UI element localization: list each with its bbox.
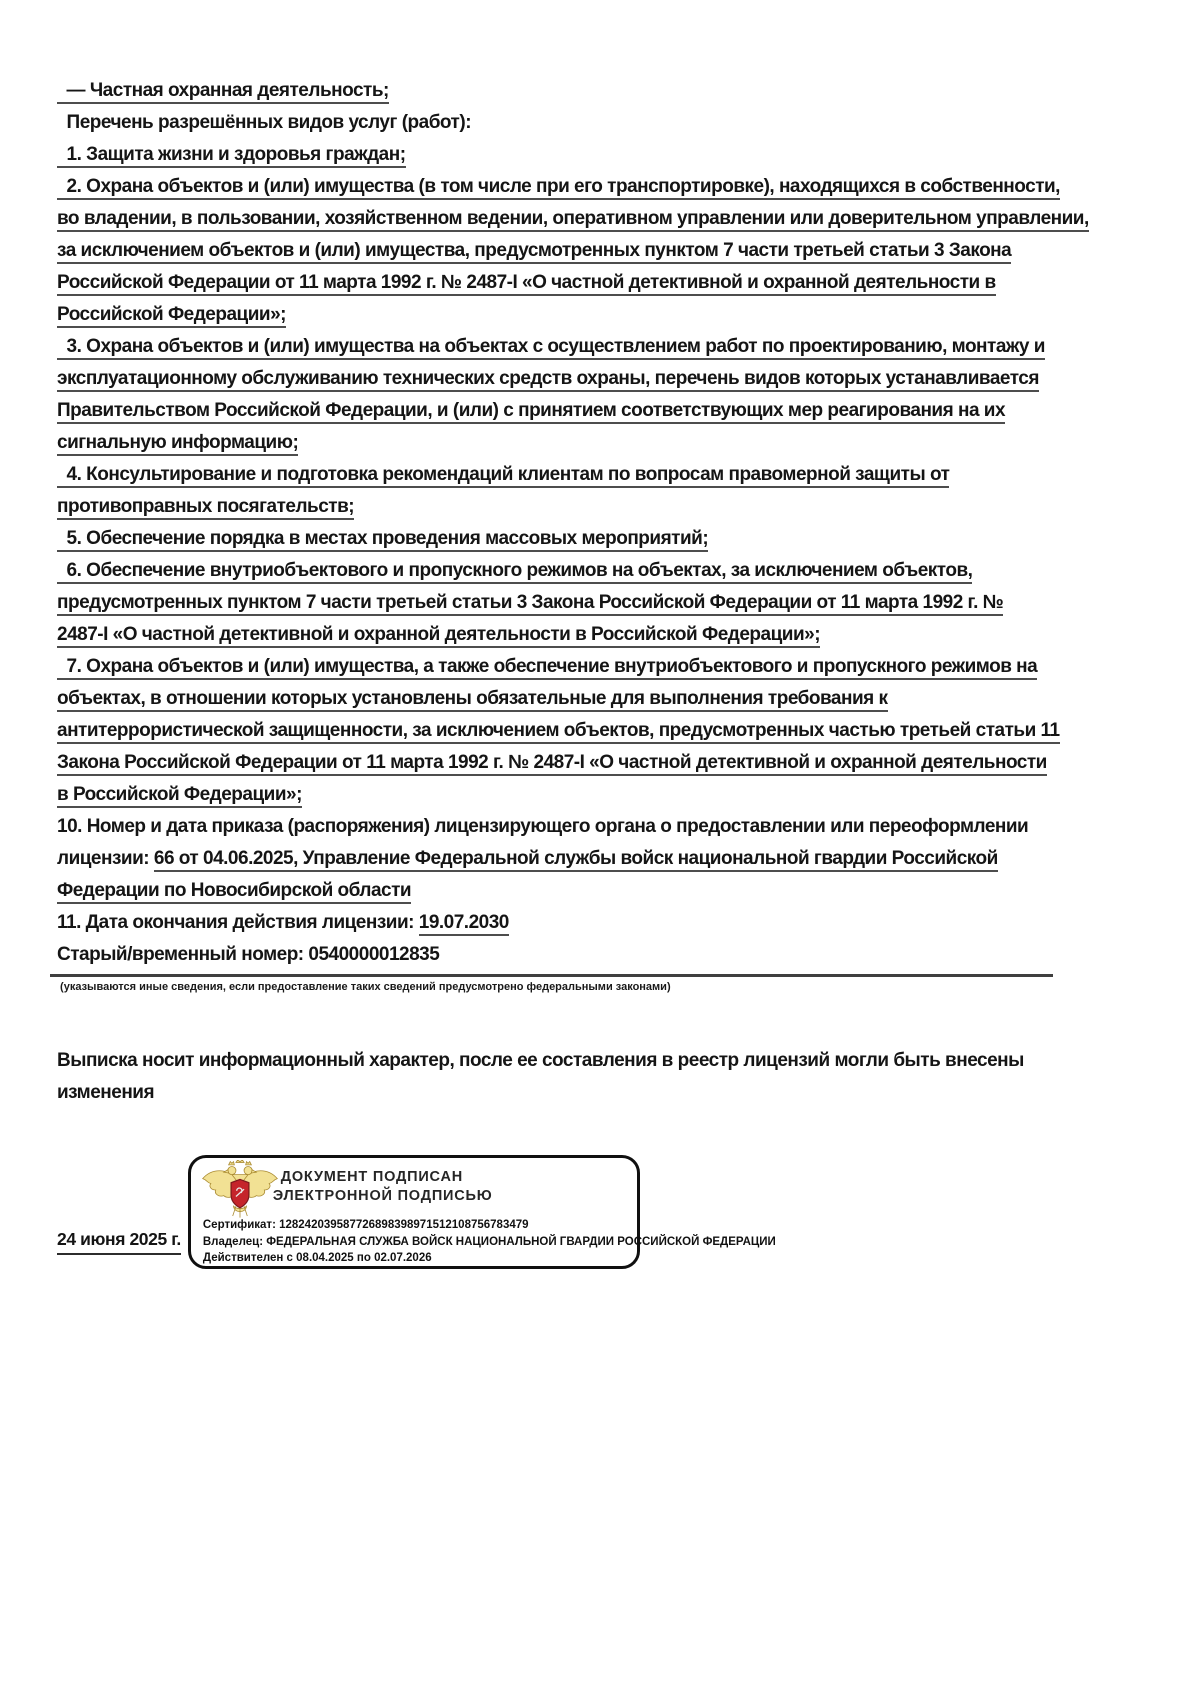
footnote: (указываются иные сведения, если предоставление таких сведений предусмотрено федеральными законами)	[57, 981, 671, 993]
underlined-text: 66 от 04.06.2025, Управление Федеральной службы войск национальной гвардии Российской	[154, 848, 998, 872]
section-divider	[50, 974, 1053, 977]
text-line	[57, 75, 1050, 107]
signature-block	[57, 1155, 1050, 1269]
text-line	[57, 683, 1050, 715]
text-line	[57, 875, 1050, 907]
underlined-text: за исключением объектов и (или) имущества, предусмотренных пунктом 7 части третьей статьи 3 Закона	[57, 240, 1011, 264]
text-line	[57, 843, 1050, 875]
underlined-text: эксплуатационному обслуживанию технических средств охраны, перечень видов которых устанавливается	[57, 368, 1039, 392]
text-line	[57, 363, 1050, 395]
electronic-signature-stamp	[188, 1155, 776, 1269]
underlined-text: 7. Охрана объектов и (или) имущества, а также обеспечение внутриобъектового и пропускного режимов на	[57, 656, 1037, 680]
text-line	[57, 619, 1050, 651]
text-line	[57, 235, 1050, 267]
stamp-title-line: ДОКУМЕНТ ПОДПИСАН	[280, 1169, 464, 1185]
underlined-text: 5. Обеспечение порядка в местах проведения массовых мероприятий;	[57, 528, 708, 552]
underlined-text: 6. Обеспечение внутриобъектового и пропускного режимов на объектах, за исключением объектов,	[57, 560, 972, 584]
text-line	[57, 203, 1089, 235]
disclaimer-line: Выписка носит информационный характер, после ее составления в реестр лицензий могли быть внесены	[57, 1050, 1024, 1071]
underlined-text: объектах, в отношении которых установлены обязательные для выполнения требования к	[57, 688, 888, 712]
text-line	[57, 747, 1050, 779]
text-line	[57, 715, 1060, 747]
certificate-line: Сертификат: 128242039587726898398971512108756783479	[202, 1219, 529, 1231]
underlined-text: — Частная охранная деятельность;	[57, 80, 389, 104]
disclaimer	[57, 1045, 1050, 1109]
underlined-text: Закона Российской Федерации от 11 марта 1992 г. № 2487-I «О частной детективной и охранной деятельности	[57, 752, 1047, 776]
text-line	[57, 907, 1050, 939]
text-line	[57, 939, 1050, 971]
text-line	[57, 299, 1050, 331]
text-line	[57, 459, 1050, 491]
stamp-details	[203, 1217, 776, 1267]
underlined-text: 2. Охрана объектов и (или) имущества (в том числе при его транспортировке), находящихся в собственности,	[57, 176, 1060, 200]
text-line	[57, 651, 1050, 683]
underlined-text: Российской Федерации»;	[57, 304, 286, 328]
stamp-title-line: ЭЛЕКТРОННОЙ ПОДПИСЬЮ	[272, 1188, 493, 1204]
text-line	[57, 139, 1050, 171]
rosgvardia-eagle-icon	[199, 1160, 281, 1220]
disclaimer-line: изменения	[57, 1082, 155, 1103]
stamp-title	[272, 1168, 493, 1206]
plain-text: Перечень разрешённых видов услуг (работ):	[57, 112, 472, 133]
text-line	[57, 331, 1050, 363]
underlined-text: в Российской Федерации»;	[57, 784, 302, 808]
plain-text: Старый/временный номер: 0540000012835	[57, 944, 440, 965]
text-line	[57, 267, 1050, 299]
text-line	[57, 491, 1050, 523]
text-line	[57, 587, 1050, 619]
text-line	[57, 107, 1050, 139]
plain-text: 10. Номер и дата приказа (распоряжения) лицензирующего органа о предоставлении или переоформлении	[57, 816, 1029, 837]
underlined-text: во владении, в пользовании, хозяйственном ведении, оперативном управлении или доверительном управлении,	[57, 208, 1089, 232]
underlined-text: 1. Защита жизни и здоровья граждан;	[57, 144, 406, 168]
text-line	[57, 811, 1050, 843]
underlined-text: антитеррористической защищенности, за исключением объектов, предусмотренных частью третьей статьи 11	[57, 720, 1060, 744]
validity-line: Действителен с 08.04.2025 по 02.07.2026	[202, 1252, 432, 1264]
underlined-text: противоправных посягательств;	[57, 496, 354, 520]
license-extract-page	[57, 0, 1089, 1269]
plain-text: 11. Дата окончания действия лицензии:	[57, 912, 419, 933]
underlined-text: 19.07.2030	[419, 912, 509, 936]
underlined-text: Федерации по Новосибирской области	[57, 880, 411, 904]
underlined-text: 3. Охрана объектов и (или) имущества на объектах с осуществлением работ по проектированию, монтажу и	[57, 336, 1045, 360]
document-lines	[57, 75, 1089, 971]
underlined-text: Российской Федерации от 11 марта 1992 г. № 2487-I «О частной детективной и охранной деятельности в	[57, 272, 996, 296]
underlined-text: Правительством Российской Федерации, и (или) с принятием соответствующих мер реагирования на их	[57, 400, 1005, 424]
text-line	[57, 427, 1050, 459]
text-line	[57, 171, 1060, 203]
text-line	[57, 555, 1050, 587]
owner-line: Владелец: ФЕДЕРАЛЬНАЯ СЛУЖБА ВОЙСК НАЦИОНАЛЬНОЙ ГВАРДИИ РОССИЙСКОЙ ФЕДЕРАЦИИ	[202, 1235, 776, 1248]
underlined-text: предусмотренных пунктом 7 части третьей статьи 3 Закона Российской Федерации от 11 марта 1992 г. №	[57, 592, 1003, 616]
text-line	[57, 779, 1050, 811]
text-line	[57, 395, 1050, 427]
plain-text: лицензии:	[57, 848, 154, 869]
signature-date: 24 июня 2025 г.	[57, 1229, 181, 1255]
underlined-text: 4. Консультирование и подготовка рекомендаций клиентам по вопросам правомерной защиты от	[57, 464, 949, 488]
underlined-text: 2487-I «О частной детективной и охранной деятельности в Российской Федерации»;	[57, 624, 820, 648]
text-line	[57, 523, 1050, 555]
underlined-text: сигнальную информацию;	[57, 432, 298, 456]
